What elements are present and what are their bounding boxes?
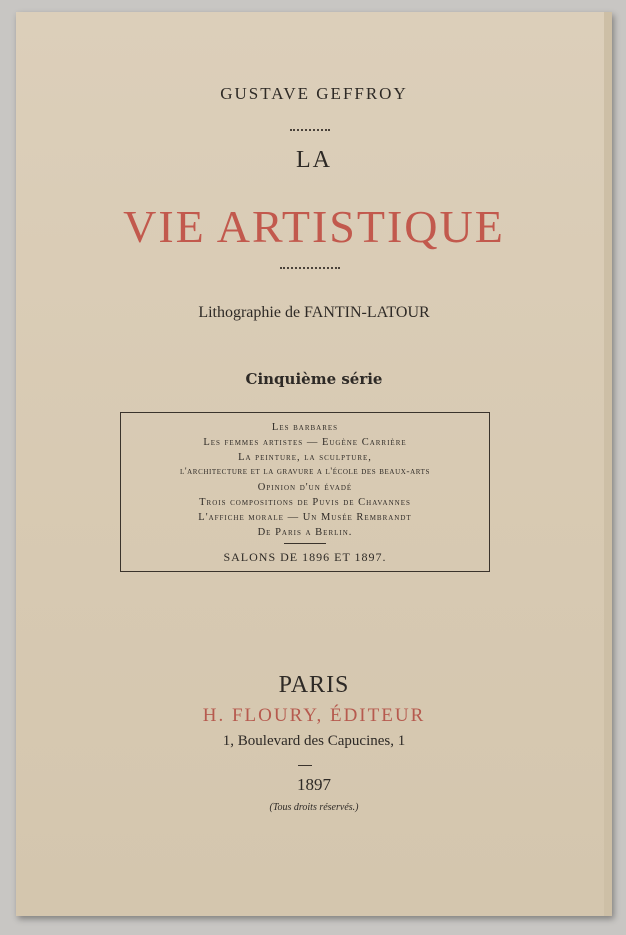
contents-item: De Paris a Berlin. [257, 527, 353, 538]
salons-label: SALONS DE 1896 ET 1897. [223, 550, 387, 564]
divider [284, 543, 326, 544]
city: PARIS [278, 672, 350, 698]
contents-item: La peinture, la sculpture, [238, 452, 372, 463]
publication-year: 1897 [297, 775, 331, 794]
contents-item: Opinion d'un évadé [257, 482, 353, 493]
author-name: GUSTAVE GEFFROY [220, 84, 408, 103]
contents-item: l'architecture et la gravure a l'école des beaux-arts [179, 467, 431, 477]
book-cover [16, 12, 612, 916]
contents-box [120, 412, 490, 572]
rights-notice: (Tous droits réservés.) [269, 802, 359, 813]
contents-item: Les barbares [271, 422, 339, 433]
divider [298, 765, 312, 766]
contents-item: L'affiche morale — Un Musée Rembrandt [198, 512, 412, 523]
ornament-divider [280, 267, 340, 269]
publisher: H. FLOURY, ÉDITEUR [202, 705, 426, 726]
contents-item: Les femmes artistes — Eugène Carrière [203, 437, 407, 448]
publisher-address: 1, Boulevard des Capucines, 1 [222, 733, 406, 749]
contents-item: Trois compositions de Puvis de Chavannes [199, 497, 411, 508]
lithography-credit: Lithographie de FANTIN-LATOUR [198, 304, 430, 321]
title-article: LA [296, 147, 332, 173]
series-label: Cinquième série [245, 370, 383, 388]
book-title: VIE ARTISTIQUE [123, 201, 505, 252]
ornament-divider [290, 129, 330, 131]
